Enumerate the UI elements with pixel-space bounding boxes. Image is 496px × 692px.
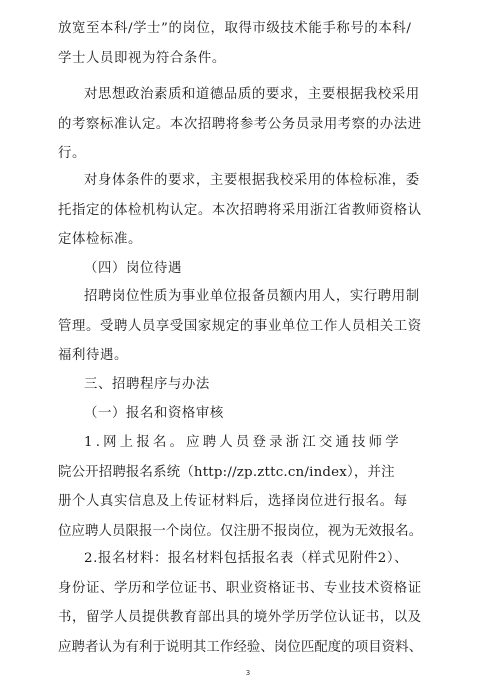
text-line: 身份证、学历和学位证书、职业资格证书、专业技术资格证 [58,580,422,596]
paragraph-registration-materials [58,544,440,662]
text-line: 管理。受聘人员享受国家规定的事业单位工作人员相关工资 [58,318,422,334]
paragraph-physical-condition [58,166,440,255]
paragraph-position-nature [58,282,440,371]
paragraph-online-registration [58,428,440,546]
text-line: 1.网上报名。应聘人员登录浙江交通技师学 [84,435,402,450]
text-line: 院公开招聘报名系统（http://zp.zttc.cn/index），并注 [58,464,395,480]
text-line: 2.报名材料：报名材料包括报名表（样式见附件2）、 [84,551,409,566]
text-line: 的考察标准认定。本次招聘将参考公务员录用考察的办法进 [58,116,422,132]
text-line: 册个人真实信息及上传证材料后，选择岗位进行报名。每 [58,494,408,510]
section-heading-registration [58,399,440,429]
text-line: （四）岗位待遇 [84,261,182,276]
text-line: 应聘者认为有利于说明其工作经验、岗位匹配度的项目资料、 [58,639,423,655]
text-line: 位应聘人员限报一个岗位。仅注册不报岗位，视为无效报名。 [58,523,423,539]
text-line: 托指定的体检机构认定。本次招聘将采用浙江省教师资格认 [58,202,422,218]
text-line: 放宽至本科/学士”的岗位，取得市级技术能手称号的本科/ [58,21,412,36]
text-line: 对思想政治素质和道德品质的要求，主要根据我校采用 [84,87,420,102]
text-line: 福利待遇。 [58,348,128,364]
text-line: 对身体条件的要求，主要根据我校采用的体检标准，委 [84,173,420,188]
section-heading-procedure [58,370,440,400]
text-line: 三、招聘程序与办法 [84,377,210,392]
page-number: 3 [245,669,251,677]
text-line: 定体检标准。 [58,232,142,248]
text-line: 书，留学人员提供教育部出具的境外学历学位认证书，以及 [58,610,422,626]
text-line: （一）报名和资格审核 [84,406,224,421]
text-line: 招聘岗位性质为事业单位报备员额内用人，实行聘用制 [84,289,420,304]
section-heading-position-benefits [58,254,440,284]
paragraph-political-quality [58,80,440,169]
text-line: 行。 [58,146,86,162]
paragraph-degree-condition [58,14,440,73]
text-line: 学士人员即视为符合条件。 [58,50,226,66]
